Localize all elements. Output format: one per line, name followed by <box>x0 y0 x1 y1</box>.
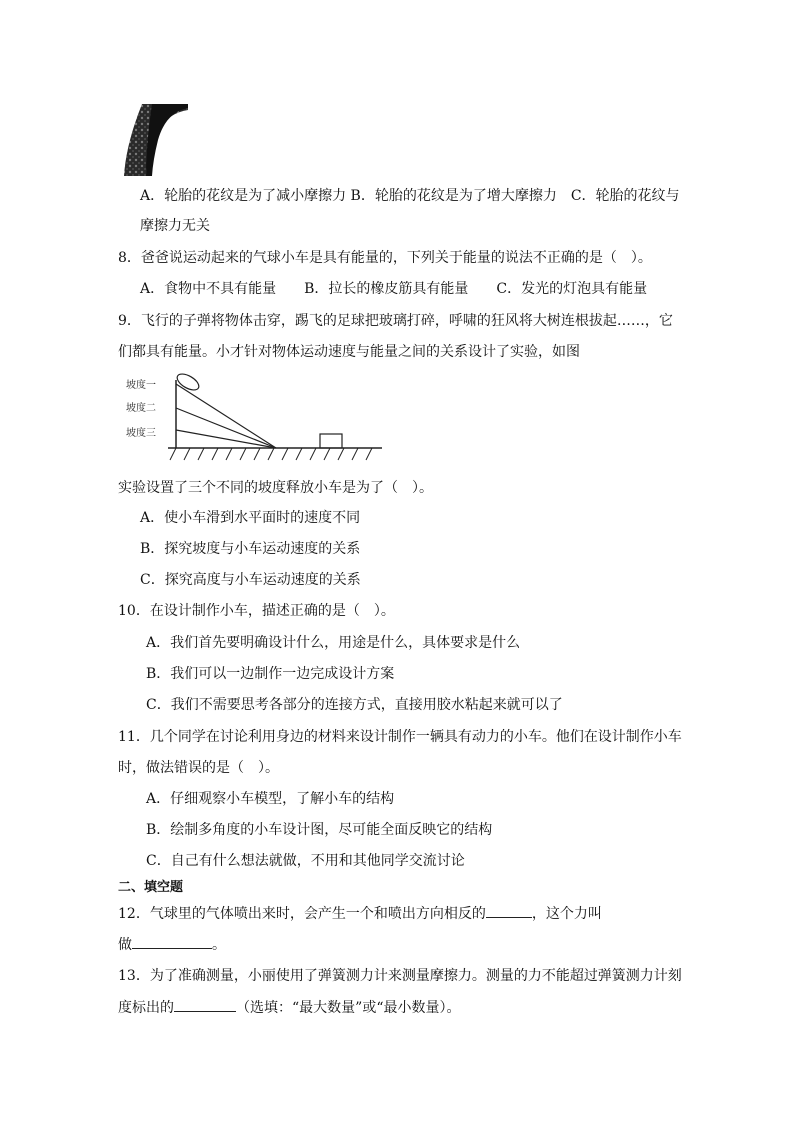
q13-blank[interactable] <box>174 997 236 1012</box>
slope-label-2: 坡度二 <box>126 403 156 414</box>
q7-options-line2: 摩擦力无关 <box>140 218 210 234</box>
q10-option-c: C．我们不需要思考各部分的连接方式，直接用胶水粘起来就可以了 <box>146 697 563 713</box>
q11-option-a: A．仔细观察小车模型，了解小车的结构 <box>146 791 395 807</box>
q9-option-a: A．使小车滑到水平面时的速度不同 <box>140 510 361 526</box>
q7-options-line1: A．轮胎的花纹是为了减小摩擦力 B．轮胎的花纹是为了增大摩擦力 C．轮胎的花纹与 <box>140 188 680 204</box>
q8-options: A．食物中不具有能量 B．拉长的橡皮筋具有能量 C．发光的灯泡具有能量 <box>140 281 648 297</box>
q12-line2 <box>118 934 226 955</box>
q9-option-c: C．探究高度与小车运动速度的关系 <box>140 572 361 588</box>
q13-text-a: 度标出的 <box>118 1000 174 1016</box>
q10-stem: 10．在设计制作小车，描述正确的是（ ）。 <box>118 603 395 619</box>
q12-text-part4: 。 <box>212 937 226 953</box>
q11-stem-line2: 时，做法错误的是（ ）。 <box>118 760 279 776</box>
q12-line1 <box>118 903 602 924</box>
q10-option-b: B．我们可以一边制作一边完成设计方案 <box>146 666 395 682</box>
q10-option-a: A．我们首先要明确设计什么，用途是什么，具体要求是什么 <box>146 635 521 651</box>
q12-text-part1: 12．气球里的气体喷出来时，会产生一个和喷出方向相反的 <box>118 906 486 922</box>
slope-label-3: 坡度三 <box>126 428 156 439</box>
q12-text-part3: 做 <box>118 937 132 953</box>
q9-question: 实验设置了三个不同的坡度释放小车是为了（ ）。 <box>118 480 433 496</box>
cart-icon <box>175 371 202 393</box>
q12-blank-2[interactable] <box>132 934 212 949</box>
block-icon <box>320 434 342 448</box>
q13-line1: 13．为了准确测量，小丽使用了弹簧测力计来测量摩擦力。测量的力不能超过弹簧测力计刻 <box>118 968 682 984</box>
q11-option-c: C．自己有什么想法就做，不用和其他同学交流讨论 <box>146 853 465 869</box>
q9-stem-line1: 9．飞行的子弹将物体击穿，踢飞的足球把玻璃打碎，呼啸的狂风将大树连根拔起……，它 <box>118 313 673 329</box>
slope-experiment-figure <box>118 368 388 464</box>
q12-blank-1[interactable] <box>486 903 532 918</box>
q8-stem: 8．爸爸说运动起来的气球小车是具有能量的，下列关于能量的说法不正确的是（ ）。 <box>118 250 652 266</box>
q13-line2 <box>118 997 460 1018</box>
q13-text-b: （选填：“最大数量”或“最小数量）。 <box>236 1000 461 1016</box>
section-title-fill-in: 二、填空题 <box>118 880 184 895</box>
q9-stem-line2: 们都具有能量。小才针对物体运动速度与能量之间的关系设计了实验，如图 <box>118 344 580 360</box>
q11-stem-line1: 11．几个同学在讨论利用身边的材料来设计制作一辆具有动力的小车。他们在设计制作小车 <box>118 729 682 745</box>
slope-label-1: 坡度一 <box>126 380 156 391</box>
q9-option-b: B．探究坡度与小车运动速度的关系 <box>140 541 361 557</box>
q12-text-part2: ，这个力叫 <box>531 906 602 922</box>
q11-option-b: B．绘制多角度的小车设计图，尽可能全面反映它的结构 <box>146 822 493 838</box>
tire-tread-image <box>122 104 192 176</box>
